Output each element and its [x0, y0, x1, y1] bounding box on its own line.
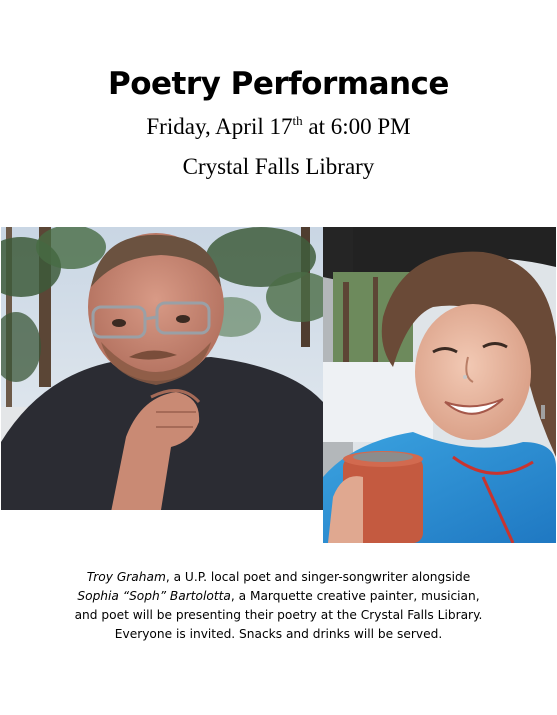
performer-sophia-name: Sophia “Soph” Bartolotta: [77, 589, 231, 603]
photo-sophia-bartolotta: [323, 227, 556, 543]
description-line-2: Sophia “Soph” Bartolotta, a Marquette creative painter, musician,: [77, 589, 480, 603]
event-date-ordinal: th: [292, 113, 303, 128]
event-date-time: at 6:00 PM: [302, 114, 411, 139]
performer-troy-name: Troy Graham: [86, 570, 166, 584]
description-line-4: Everyone is invited. Snacks and drinks will be served.: [114, 627, 443, 641]
photo-troy-graham: [1, 227, 323, 510]
event-venue: Crystal Falls Library: [182, 154, 375, 179]
description-line-3: and poet will be presenting their poetry at the Crystal Falls Library.: [74, 608, 483, 622]
event-description: [30, 568, 527, 644]
event-title: Poetry Performance: [108, 66, 449, 102]
event-date: [0, 113, 557, 140]
event-date-day: Friday, April 17: [146, 114, 293, 139]
description-line-1: Troy Graham, a U.P. local poet and singer-songwriter alongside: [86, 570, 471, 584]
